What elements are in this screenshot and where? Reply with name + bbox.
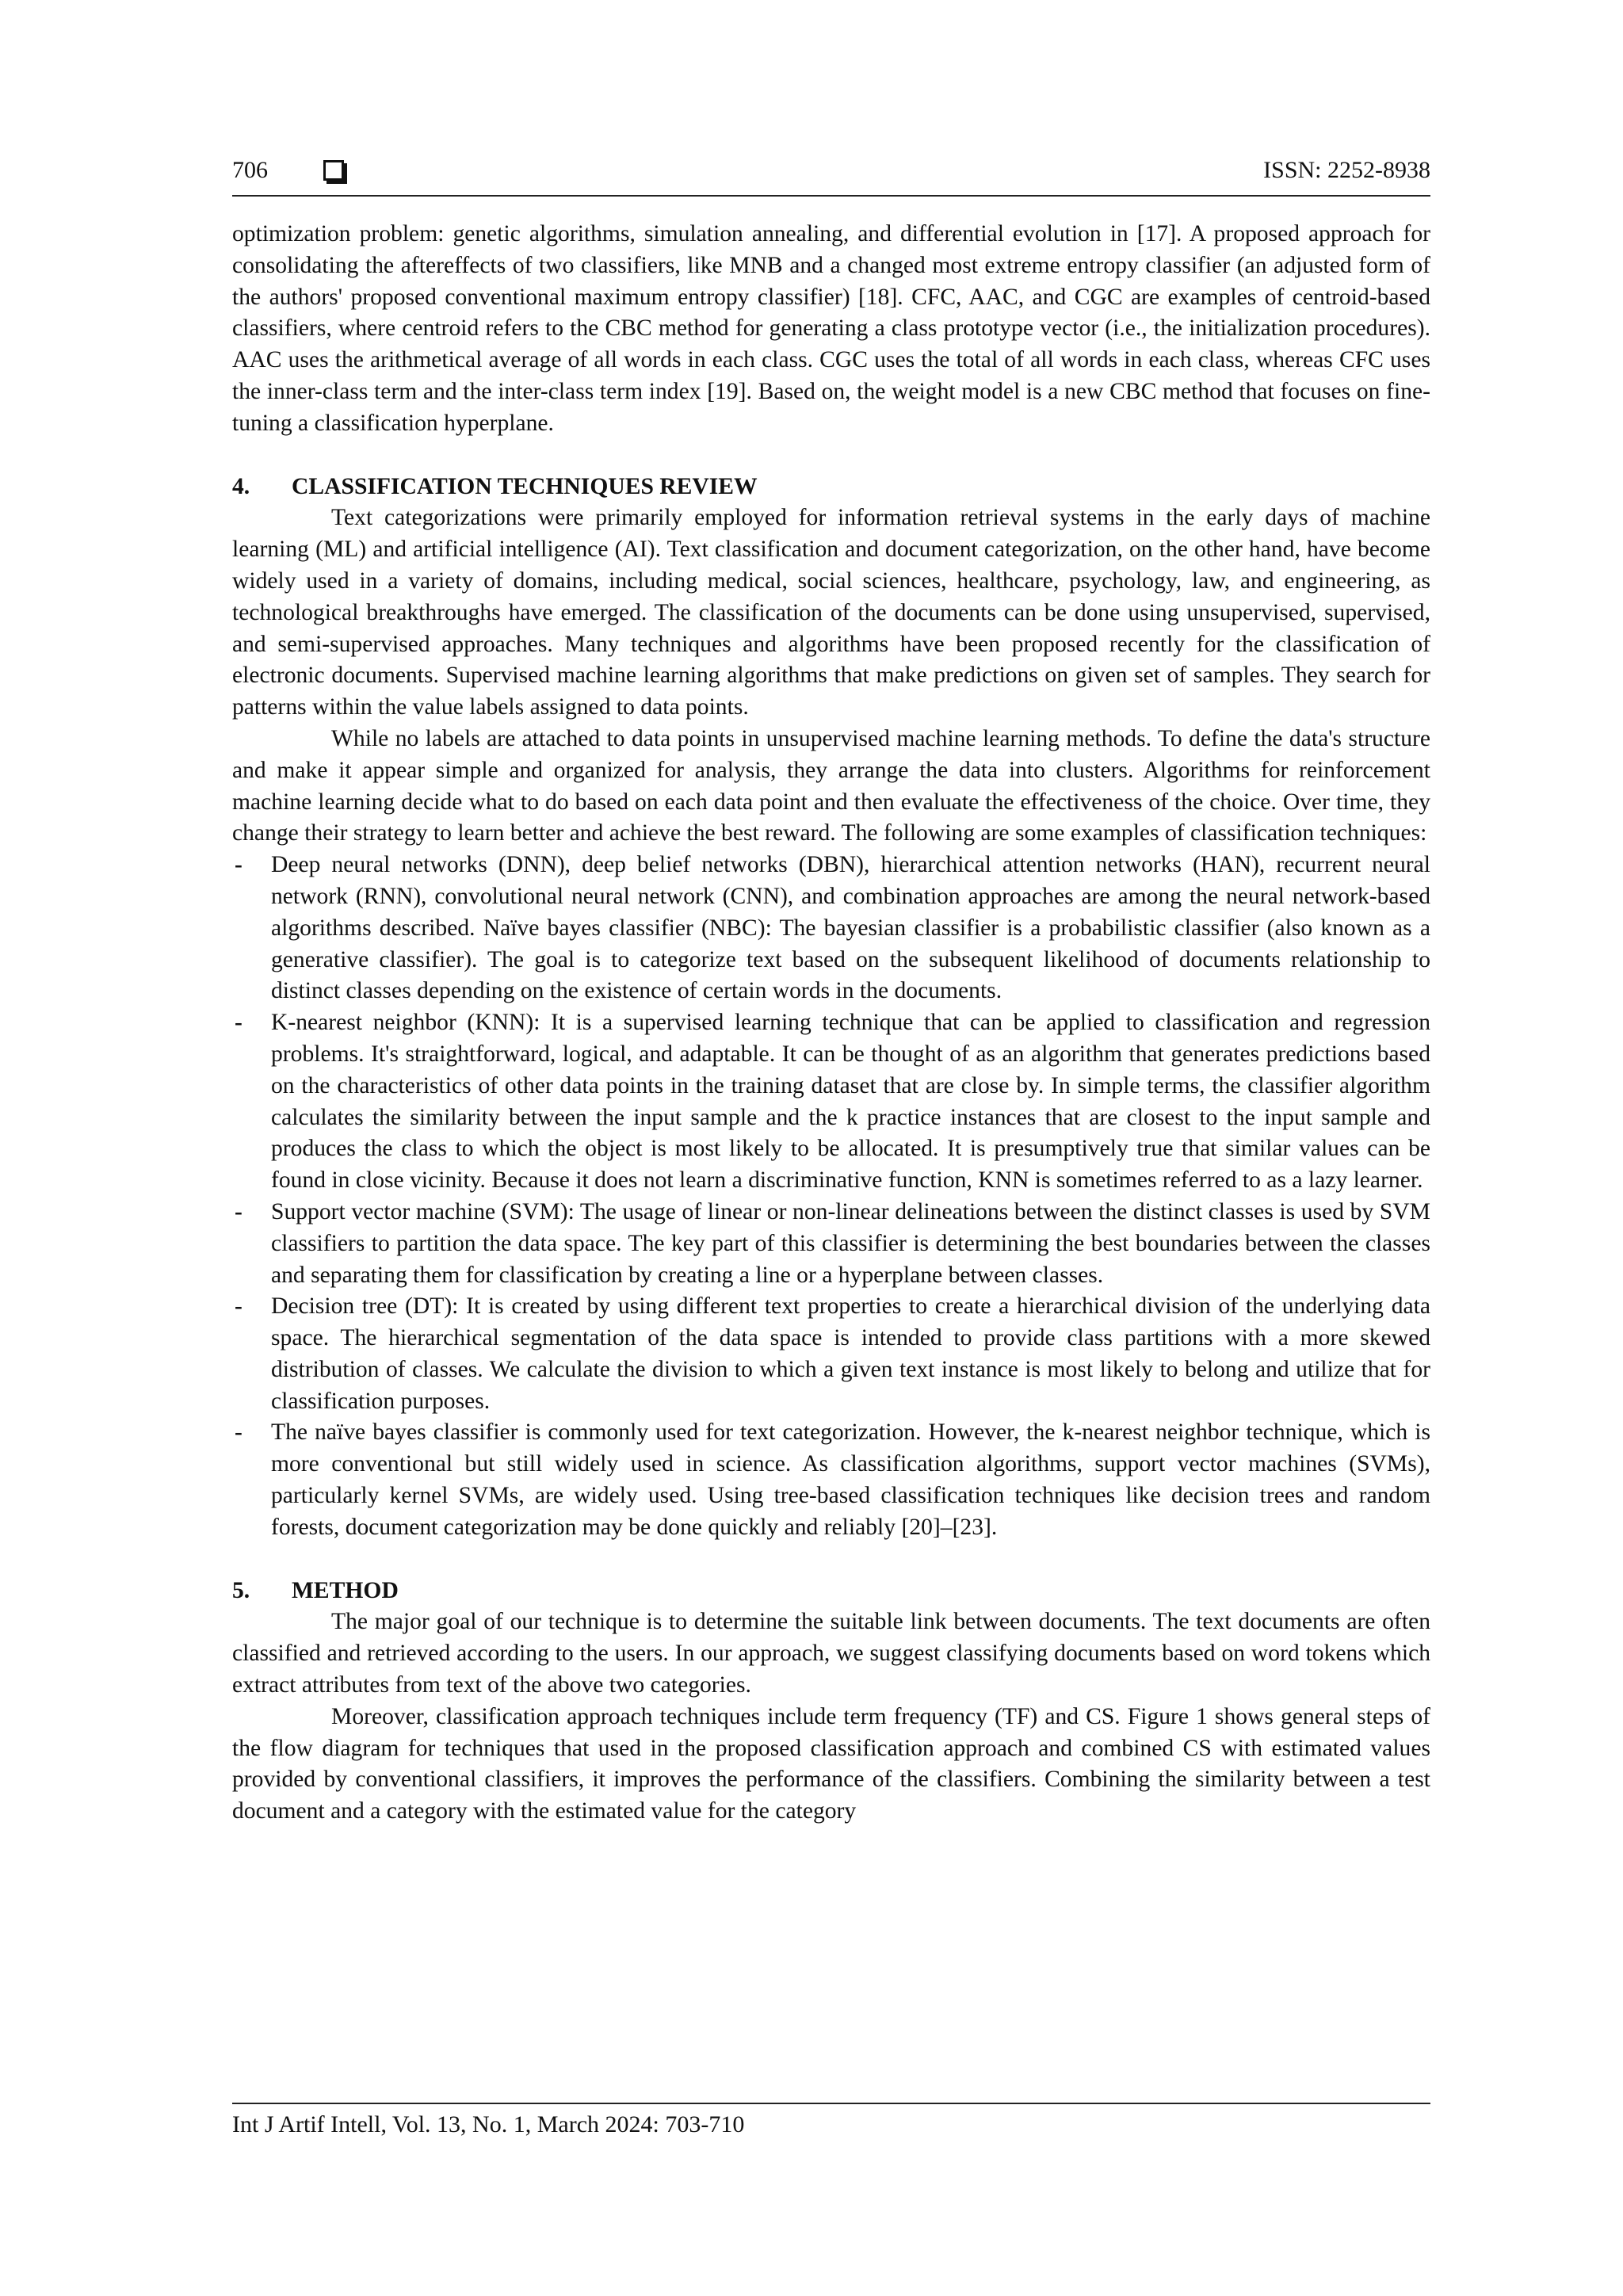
list-item-dnn: - Deep neural networks (DNN), deep belief networks (DBN), hierarchical attention networks (HAN), recurrent neural network (RNN), convolutional neural network (CNN), and combination approaches are among the neural network-based algorithms described. Naïve bayes classifier (NBC): The bayesian classifier is a probabilistic classifier (also known as a generative classifier). The goal is to categorize text based on the subsequent likelihood of documents relationship to distinct classes depending on the existence of certain words in the documents.	[232, 850, 1430, 1007]
section-4-title: CLASSIFICATION TECHNIQUES REVIEW	[292, 473, 758, 499]
list-item-dt: - Decision tree (DT): It is created by using different text properties to create a hierarchical division of the underlying data space. The hierarchical segmentation of the data space is intended to provide class partitions with a more skewed distribution of classes. We calculate the division to which a given text instance is most likely to belong and utilize that for classification purposes.	[232, 1291, 1430, 1417]
section-4-paragraph-2: While no labels are attached to data points in unsupervised machine learning methods. To define the data's structure and make it appear simple and organized for analysis, they arrange the data into clusters. Algorithms for reinforcement machine learning decide what to do based on each data point and then evaluate the effectiveness of the choice. Over time, they change their strategy to learn better and achieve the best reward. The following are some examples of classification techniques:	[232, 725, 1430, 846]
list-item-svm: - Support vector machine (SVM): The usage of linear or non-linear delineations between the distinct classes is used by SVM classifiers to partition the data space. The key part of this classifier is determining the best boundaries between the classes and separating them for classification by creating a line or a hyperplane between classes.	[232, 1197, 1430, 1291]
page-body	[232, 219, 1430, 1828]
page-footer	[232, 2103, 1430, 2141]
list-item-summary: - The naïve bayes classifier is commonly used for text categorization. However, the k-nearest neighbor technique, which is more conventional but still widely used in science. As classification algorithms, support vector machines (SVMs), particularly kernel SVMs, are widely used. Using tree-based classification techniques like decision trees and random forests, document categorization may be done quickly and reliably [20]–[23].	[232, 1417, 1430, 1543]
section-5-title: METHOD	[292, 1577, 399, 1603]
page-number: 706	[232, 157, 268, 183]
classification-techniques-list	[232, 850, 1430, 1544]
section-4-number: 4.	[232, 473, 250, 499]
list-item-knn: - K-nearest neighbor (KNN): It is a supervised learning technique that can be applied to classification and regression problems. It's straightforward, logical, and adaptable. It can be thought of as an algorithm that generates predictions based on the characteristics of other data points in the training dataset that are close by. In simple terms, the classifier algorithm calculates the similarity between the input sample and the k practice instances that are closest to the input sample and produces the class to which the object is most likely to be allocated. It is presumptively true that similar values can be found in close vicinity. Because it does not learn a discriminative function, KNN is sometimes referred to as a lazy learner.	[232, 1007, 1430, 1197]
journal-citation: Int J Artif Intell, Vol. 13, No. 1, March 2024: 703-710	[232, 2111, 745, 2137]
section-4-heading	[232, 472, 1430, 503]
section-5-heading	[232, 1576, 1430, 1607]
section-5-paragraph-2: Moreover, classification approach techniques include term frequency (TF) and CS. Figure 1 shows general steps of the flow diagram for techniques that used in the proposed classification approach and combined CS with estimated values provided by conventional classifiers, it improves the performance of the classifiers. Combining the similarity between a test document and a category with the estimated value for the category	[232, 1703, 1430, 1824]
issn-label: ISSN: 2252-8938	[1263, 157, 1430, 183]
section-5-number: 5.	[232, 1577, 250, 1603]
section-5-paragraph-1: The major goal of our technique is to determine the suitable link between documents. The text documents are often classified and retrieved according to the users. In our approach, we suggest classifying documents based on word tokens which extract attributes from text of the above two categories.	[232, 1609, 1430, 1698]
square-box-icon	[323, 160, 344, 181]
page-header	[232, 151, 1430, 197]
intro-paragraph: optimization problem: genetic algorithms, simulation annealing, and differential evolution in [17]. A proposed approach for consolidating the aftereffects of two classifiers, like MNB and a changed most extreme entropy classifier (an adjusted form of the authors' proposed conventional maximum entropy classifier) [18]. CFC, AAC, and CGC are examples of centroid-based classifiers, where centroid refers to the CBC method for generating a class prototype vector (i.e., the initialization procedures). AAC uses the arithmetical average of all words in each class. CGC uses the total of all words in each class, whereas CFC uses the inner-class term and the inter-class term index [19]. Based on, the weight model is a new CBC method that focuses on fine-tuning a classification hyperplane.	[232, 221, 1430, 436]
section-4-paragraph-1: Text categorizations were primarily employed for information retrieval systems in the early days of machine learning (ML) and artificial intelligence (AI). Text classification and document categorization, on the other hand, have become widely used in a variety of domains, including medical, social sciences, healthcare, psychology, law, and engineering, as technological breakthroughs have emerged. The classification of the documents can be done using unsupervised, supervised, and semi-supervised approaches. Many techniques and algorithms have been proposed recently for the classification of electronic documents. Supervised machine learning algorithms that make predictions on given set of samples. They search for patterns within the value labels assigned to data points.	[232, 505, 1430, 720]
paper-page	[232, 0, 1430, 2296]
